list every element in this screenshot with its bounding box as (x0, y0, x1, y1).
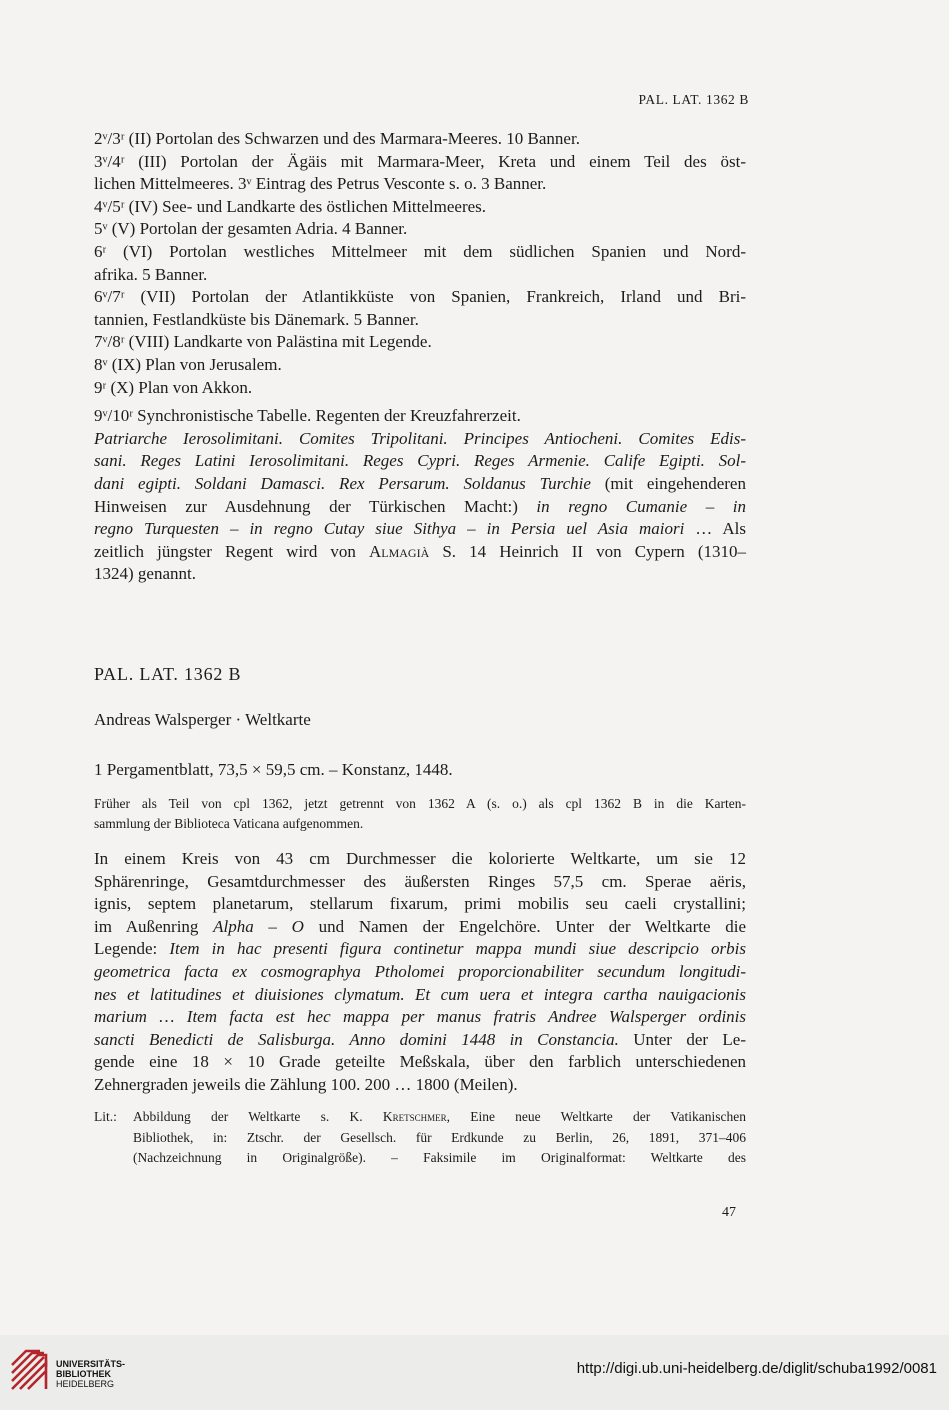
desc-text: Unter der Le- (618, 1029, 746, 1049)
lit-text: Bibliothek, in: Ztschr. der Gesellsch. für Erdkunde zu Berlin, 26, 1891, 371–406 (133, 1129, 746, 1145)
collation: 1 Pergamentblatt, 73,5 × 59,5 cm. – Konstanz, 1448. (94, 760, 453, 779)
desc-line: geometrica facta ex cosmographya Ptholomei proporcionabiliter secundum longitudi- (94, 961, 746, 981)
synchron-line: sani. Reges Latini Ierosolimitani. Reges Cypri. Reges Armenie. Calife Egipti. Sol- (94, 451, 746, 471)
folio-line: 5ᵛ (V) Portolan der gesamten Adria. 4 Banner. (94, 219, 408, 239)
desc-text: und Namen der Engelchöre. Unter der Weltkarte die (303, 916, 747, 936)
synchron-text: zeitlich jüngster Regent wird von (94, 541, 369, 561)
lit-label: Lit.: (94, 1109, 117, 1124)
desc-text: im Außenring (94, 916, 214, 936)
desc-line (94, 916, 746, 939)
folio-line: lichen Mittelmeeres. 3ᵛ Eintrag des Petrus Vesconte s. o. 3 Banner. (94, 174, 547, 194)
desc-line: In einem Kreis von 43 cm Durchmesser die kolorierte Weltkarte, um sie 12 (94, 849, 746, 868)
desc-text: Legende: (94, 939, 170, 959)
folio-line: 4ᵛ/5ʳ (IV) See- und Landkarte des östlichen Mittelmeeres. (94, 196, 487, 216)
lit-text (133, 1107, 746, 1128)
desc-line: Zehnergraden jeweils die Zählung 100. 200 … 1800 (Meilen). (94, 1074, 518, 1094)
note-line: Früher als Teil von cpl 1362, jetzt getrennt von 1362 A (s. o.) als cpl 1362 B in die Karten- (94, 796, 746, 811)
note-line: sammlung der Biblioteca Vaticana aufgenommen. (94, 816, 364, 831)
folio-line: tannien, Festlandküste bis Dänemark. 5 Banner. (94, 309, 419, 329)
footer-bar (0, 1335, 949, 1410)
desc-line: marium … Item facta est hec mappa per manus fratris Andree Walsperger ordinis (94, 1007, 746, 1027)
desc-line: gende eine 18 × 10 Grade geteilte Meßskala, über den farblich unterschiedenen (94, 1052, 746, 1072)
synchron-line (94, 496, 746, 519)
desc-line (94, 938, 746, 961)
author-smallcaps: Almagià (368, 541, 430, 561)
section-title: Andreas Walsperger · Weltkarte (94, 710, 311, 729)
synchron-line (94, 518, 746, 541)
library-name-line: UNIVERSITÄTS- (56, 1359, 126, 1369)
folio-line: 9ʳ (X) Plan von Akkon. (94, 377, 253, 397)
synchron-line (94, 541, 746, 564)
desc-italic: Alpha – O (213, 916, 304, 936)
page-number: 47 (722, 1205, 736, 1220)
desc-line (94, 1029, 746, 1052)
lit-row (94, 1107, 746, 1128)
lit-part: , Eine neue Weltkarte der Vatikanischen (446, 1109, 746, 1124)
running-head: PAL. LAT. 1362 B (638, 92, 749, 107)
synchron-line: Patriarche Ierosolimitani. Comites Tripolitani. Principes Antiocheni. Comites Edis- (94, 428, 746, 448)
folio-line: afrika. 5 Banner. (94, 264, 208, 284)
desc-italic: sancti Benedicti de Salisburga. Anno domini 1448 in Constancia. (94, 1029, 619, 1049)
description (94, 848, 746, 1097)
synchron-text: … Als (684, 519, 746, 539)
desc-italic: Item in hac presenti figura continetur mappa mundi siue descripcio orbis (169, 939, 746, 959)
folio-line: 2ᵛ/3ʳ (II) Portolan des Schwarzen und des Marmara-Meeres. 10 Banner. (94, 129, 580, 148)
folio-line: 8ᵛ (IX) Plan von Jerusalem. (94, 354, 282, 374)
section-shelfmark: PAL. LAT. 1362 B (94, 664, 242, 684)
provenance-note (94, 794, 746, 834)
lit-text: (Nachzeichnung in Originalgröße). – Faksimile im Originalformat: Weltkarte des (133, 1150, 746, 1166)
synchron-line: 9ᵛ/10ʳ Synchronistische Tabelle. Regenten der Kreuzfahrerzeit. (94, 406, 521, 426)
desc-line: Sphärenringe, Gesamtdurchmesser des äußersten Ringes 57,5 cm. Sperae aëris, (94, 871, 746, 891)
folio-line: 7ᵛ/8ʳ (VIII) Landkarte von Palästina mit Legende. (94, 332, 432, 352)
synchron-line: 1324) genannt. (94, 564, 196, 584)
folio-line: 3ᵛ/4ʳ (III) Portolan der Ägäis mit Marmara-Meer, Kreta und einem Teil des öst- (94, 151, 746, 171)
synchron-text: Hinweisen zur Ausdehnung der Türkischen Macht:) (94, 496, 537, 516)
library-name-line: HEIDELBERG (56, 1379, 115, 1389)
library-name (56, 1359, 125, 1389)
synchron-italic: in regno Cumanie – in (536, 496, 746, 516)
literature (94, 1107, 746, 1169)
lit-row (94, 1148, 746, 1169)
synchron-line (94, 473, 746, 496)
lit-part: Abbildung der Weltkarte s. K. (133, 1109, 383, 1124)
library-logo-icon (8, 1347, 50, 1393)
folio-line: 6ᵛ/7ʳ (VII) Portolan der Atlantikküste von Spanien, Frankreich, Irland und Bri- (94, 287, 746, 307)
synchron-italic: dani egipti. Soldani Damasci. Rex Persarum. Soldanus Turchie (94, 473, 591, 493)
folio-line: 6ʳ (VI) Portolan westliches Mittelmeer mit dem südlichen Spanien und Nord- (94, 241, 746, 261)
folio-list (94, 128, 746, 586)
synchron-text: S. 14 Heinrich II von Cypern (1310– (429, 541, 746, 561)
author-smallcaps: Kretschmer (382, 1109, 447, 1124)
desc-line: ignis, septem planetarum, stellarum fixarum, primi mobilis seu caeli crystallini; (94, 894, 746, 914)
lit-row (94, 1128, 746, 1149)
source-url[interactable]: http://digi.ub.uni-heidelberg.de/diglit/schuba1992/0081 (576, 1360, 937, 1377)
desc-line: nes et latitudines et diuisiones clymatum. Et cum uera et integra cartha nauigacionis (94, 984, 746, 1004)
library-name-line: BIBLIOTHEK (56, 1369, 111, 1379)
synchron-italic: regno Turquesten – in regno Cutay siue Sithya – in Persia uel Asia maiori (94, 519, 685, 539)
synchron-text: (mit eingehenderen (590, 473, 746, 493)
